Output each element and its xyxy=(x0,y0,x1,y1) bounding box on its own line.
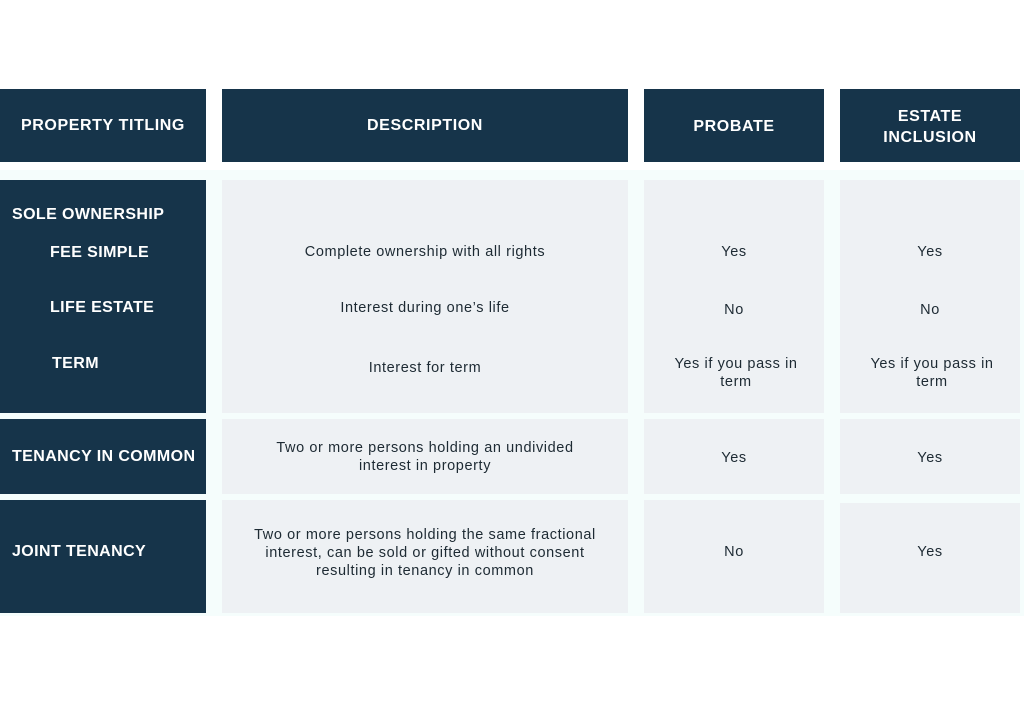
header-description: DESCRIPTION xyxy=(367,117,483,134)
description-term: Interest for term xyxy=(368,360,482,376)
probate-term: Yes if you pass in term xyxy=(674,356,798,390)
description-joint-tenancy: Two or more persons holding the same fractional interest, can be sold or gifted without consent resulting in tenancy in common xyxy=(254,527,596,579)
row-label-term: TERM xyxy=(52,355,99,372)
probate-tenancy-in-common: Yes xyxy=(721,450,747,466)
row-label-life-estate: LIFE ESTATE xyxy=(50,299,155,316)
header-property-titling: PROPERTY TITLING xyxy=(21,117,185,134)
estate-joint-tenancy: Yes xyxy=(917,544,943,560)
description-tenancy-in-common: Two or more persons holding an undivided interest in property xyxy=(276,440,574,474)
estate-tenancy-in-common: Yes xyxy=(917,450,943,466)
header-probate: PROBATE xyxy=(693,118,775,135)
row-label-joint-tenancy: JOINT TENANCY xyxy=(12,543,147,560)
row-label-tenancy-in-common: TENANCY IN COMMON xyxy=(12,448,196,465)
estate-fee-simple: Yes xyxy=(917,244,943,260)
header-estate-inclusion: ESTATE INCLUSION xyxy=(883,107,977,146)
description-fee-simple: Complete ownership with all rights xyxy=(304,244,546,260)
probate-fee-simple: Yes xyxy=(721,244,747,260)
row-label-sole-ownership: SOLE OWNERSHIP xyxy=(12,206,165,223)
probate-life-estate: No xyxy=(724,302,744,318)
description-life-estate: Interest during one’s life xyxy=(340,300,510,316)
estate-term: Yes if you pass in term xyxy=(870,356,994,390)
estate-life-estate: No xyxy=(920,302,940,318)
row-label-fee-simple: FEE SIMPLE xyxy=(50,244,150,261)
probate-joint-tenancy: No xyxy=(724,544,744,560)
